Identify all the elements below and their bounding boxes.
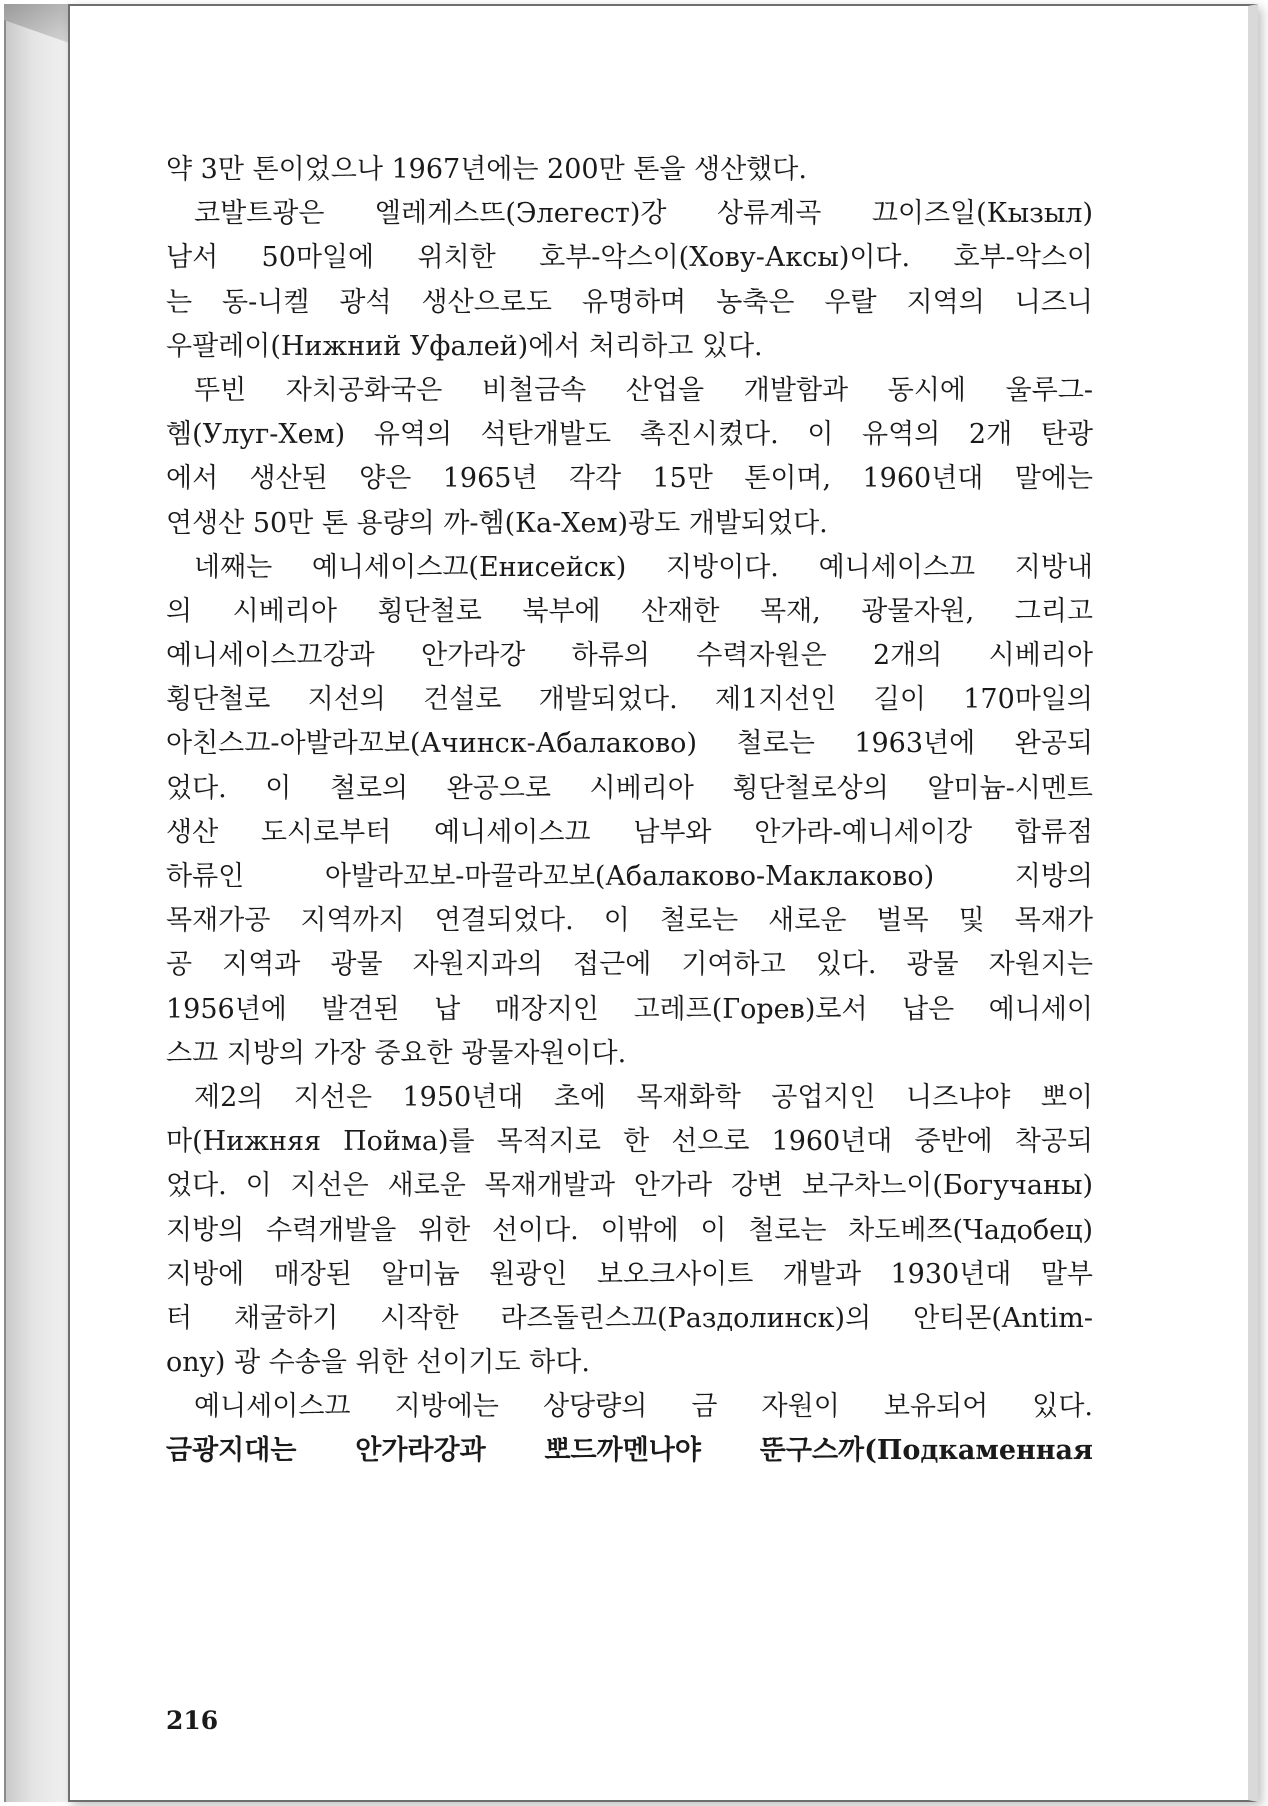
text-line: 우팔레이(Нижний Уфалей)에서 처리하고 있다. <box>166 330 763 362</box>
text-line: 헴(Улуг-Хем) 유역의 석탄개발도 촉진시켰다. 이 유역의 2개 탄광 <box>166 419 1093 451</box>
text-line: 예니세이스끄 지방에는 상당량의 금 자원이 보유되어 있다. <box>194 1391 1093 1423</box>
text-line: 었다. 이 지선은 새로운 목재개발과 안가라 강변 보구차느이(Богучаны) <box>166 1170 1093 1202</box>
text-line: 지방의 수력개발을 위한 선이다. 이밖에 이 철로는 차도베쯔(Чадобец) <box>166 1214 1093 1246</box>
text-line: 코발트광은 엘레게스뜨(Элегест)강 상류계곡 끄이즈일(Кызыл) <box>194 198 1093 230</box>
text-line: 하류인 아발라꼬보-마끌라꼬보(Абалаково-Маклаково) 지방의 <box>166 861 1093 892</box>
text-line: 는 동-니켈 광석 생산으로도 유명하며 농축은 우랄 지역의 니즈니 <box>166 286 1093 318</box>
text-line: 마(Нижняя Пойма)를 목적지로 한 선으로 1960년대 중반에 착공되 <box>166 1126 1093 1158</box>
text-line: ony) 광 수송을 위한 선이기도 하다. <box>166 1347 590 1379</box>
text-line: 약 3만 톤이었으나 1967년에는 200만 톤을 생산했다. <box>166 154 807 185</box>
text-line: 지방에 매장된 알미늄 원광인 보오크사이트 개발과 1930년대 말부 <box>166 1258 1093 1290</box>
text-line: 예니세이스끄강과 안가라강 하류의 수력자원은 2개의 시베리아 <box>166 640 1093 672</box>
text-line: 제2의 지선은 1950년대 초에 목재화학 공업지인 니즈냐야 뽀이 <box>194 1081 1093 1113</box>
book-spine <box>4 4 72 1802</box>
page-body-text <box>166 148 1093 1474</box>
page-number: 216 <box>166 1706 219 1735</box>
text-line: 의 시베리아 횡단철로 북부에 산재한 목재, 광물자원, 그리고 <box>166 595 1093 627</box>
text-line: 뚜빈 자치공화국은 비철금속 산업을 개발함과 동시에 울루그- <box>194 374 1093 406</box>
text-line: 었다. 이 철로의 완공으로 시베리아 횡단철로상의 알미늄-시멘트 <box>166 772 1093 804</box>
text-line: 네째는 예니세이스끄(Енисейск) 지방이다. 예니세이스끄 지방내 <box>194 551 1093 583</box>
text-line: 에서 생산된 양은 1965년 각각 15만 톤이며, 1960년대 말에는 <box>166 463 1093 495</box>
text-line: 남서 50마일에 위치한 호부-악스이(Хову-Аксы)이다. 호부-악스이 <box>166 242 1093 274</box>
text-line: 연생산 50만 톤 용량의 까-헴(Ка-Хем)광도 개발되었다. <box>166 507 828 539</box>
text-line: 아친스끄-아발라꼬보(Ачинск-Абалаково) 철로는 1963년에 완공되 <box>166 728 1093 760</box>
text-line: 목재가공 지역까지 연결되었다. 이 철로는 새로운 벌목 및 목재가 <box>166 905 1093 937</box>
text-line: 금광지대는 안가라강과 뽀드까멘나야 뚠구스까(Подкаменная <box>166 1435 1093 1467</box>
text-line: 생산 도시로부터 예니세이스끄 남부와 안가라-예니세이강 합류점 <box>166 816 1093 848</box>
text-line: 1956년에 발견된 납 매장지인 고레프(Горев)로서 납은 예니세이 <box>166 993 1093 1025</box>
text-line: 터 채굴하기 시작한 라즈돌린스끄(Раздолинск)의 안티몬(Antim- <box>166 1302 1093 1334</box>
text-line: 스끄 지방의 가장 중요한 광물자원이다. <box>166 1037 627 1069</box>
text-line: 횡단철로 지선의 건설로 개발되었다. 제1지선인 길이 170마일의 <box>166 684 1093 716</box>
text-line: 공 지역과 광물 자원지과의 접근에 기여하고 있다. 광물 자원지는 <box>166 949 1093 981</box>
